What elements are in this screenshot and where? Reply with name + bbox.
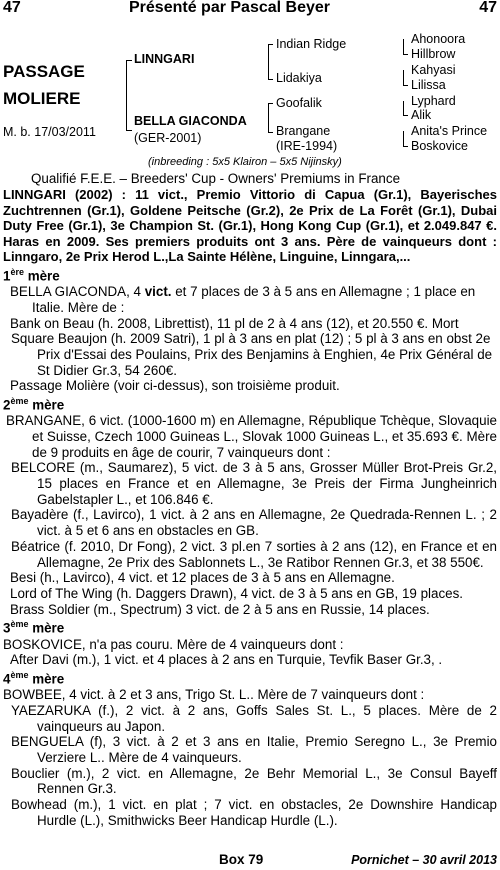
first-dam-text: BELLA GIACONDA, 4	[10, 284, 145, 300]
section-third-dam: 3ème mère	[3, 619, 65, 636]
pedigree-g3-5: Lyphard	[411, 94, 456, 108]
pedigree-bracket	[126, 130, 132, 131]
produce-bowhead: Bowhead (m.), 1 vict. en plat ; 7 vict. en obstacles, 2e Downshire Handicap Hurdle (L.), Smithwicks Beer Handicap Hurdle (L.).	[11, 797, 497, 828]
horse-info: M. b. 17/03/2011	[3, 125, 96, 139]
pedigree-bracket	[268, 44, 269, 79]
section-second-dam: 2ème mère	[3, 396, 65, 413]
pedigree-g3-8: Boskovice	[411, 139, 468, 153]
footer-venue-date: Pornichet – 30 avril 2013	[351, 853, 497, 867]
produce-lord-of-the-wing: Lord of The Wing (h. Daggers Drawn), 4 vict. de 3 à 5 ans en GB, 19 places.	[10, 585, 464, 601]
first-dam-intro: BELLA GIACONDA, 4 vict. et 7 places de 3 à 5 ans en Allemagne ; 1 place en Italie. Mère de :	[10, 284, 476, 315]
horse-name-line1: PASSAGE	[3, 62, 85, 81]
fourth-dam-intro: BOWBEE, 4 vict. à 2 et 3 ans, Trigo St. L.. Mère de 7 vainqueurs dont :	[3, 687, 425, 703]
pedigree-g3-7: Anita's Prince	[411, 124, 488, 138]
section-first-dam: 1ère mère	[3, 266, 60, 284]
produce-passage-moliere: Passage Molière (voir ci-dessus), son troisième produit.	[10, 378, 340, 394]
pedigree-bracket	[268, 132, 273, 133]
pedigree-bracket	[268, 79, 273, 80]
produce-square-beaujon: Square Beaujon (h. 2009 Satri), 1 pl à 3 ans en plat (12) ; 5 pl à 3 ans en obst 2e Prix d'Essai des Poulains, Prix des Benjamins à Enghien, 4e Prix Général de St Didier Gr.3, 54 260€.	[11, 331, 493, 378]
third-dam-intro: BOSKOVICE, n'a pas couru. Mère de 4 vainqueurs dont :	[3, 636, 344, 652]
section-fourth-dam: 4ème mère	[3, 669, 65, 687]
pedigree-g3-1: Ahonoora	[411, 32, 466, 46]
second-dam-intro: BRANGANE, 6 vict. (1000-1600 m) en Allemagne, République Tchèque, Slovaquie et Suisse, Czech 1000 Guineas L., Slovak 1000 Guineas L., et 35.693 €. Mère de 9 produits en âge de courir, 7 vainqueurs dont :	[6, 413, 497, 460]
horse-name-line2: MOLIERE	[3, 89, 81, 108]
produce-bayadere: Bayadère (f., Lavirco), 1 vict. à 2 ans en Allemagne, 2e Quedrada-Rennen L. ; 2 vict. à 5 et 6 ans en obstacles en GB.	[11, 507, 497, 539]
page-title: Présenté par Pascal Beyer	[129, 0, 331, 16]
pedigree-bracket	[403, 101, 404, 115]
pedigree-sire-dam: Lidakiya	[276, 71, 322, 85]
pedigree-dam-sire: Goofalik	[276, 96, 322, 110]
pedigree-bracket	[268, 103, 269, 132]
pedigree-bracket	[403, 54, 408, 55]
produce-bouclier: Bouclier (m.), 2 vict. en Allemagne, 2e Behr Memorial L., 3e Consul Bayeff Rennen Gr.3.	[11, 765, 497, 797]
pedigree-bracket	[268, 103, 273, 104]
produce-brass-soldier: Brass Soldier (m., Spectrum) 3 vict. de 2 à 5 ans en Russie, 14 places.	[10, 601, 430, 617]
pedigree-g3-3: Kahyasi	[411, 63, 456, 77]
document-body	[3, 187, 497, 828]
pedigree-dam-dam: Brangane	[276, 124, 331, 138]
pedigree-bracket	[126, 60, 132, 61]
pedigree-dam: BELLA GIACONDA	[134, 114, 247, 128]
inbreeding-note: (inbreeding : 5x5 Klairon – 5x5 Nijinsky)	[148, 156, 342, 168]
pedigree-sire-sire: Indian Ridge	[276, 37, 347, 51]
page-number-left: 47	[3, 0, 21, 16]
pedigree-bracket	[403, 70, 404, 85]
page-number-right: 47	[479, 0, 497, 16]
produce-benguela: BENGUELA (f), 3 vict. à 2 et 3 ans en Italie, Premio Seregno L., 3e Premio Verziere L.. Mère de 4 vainqueurs.	[11, 734, 497, 765]
footer-box: Box 79	[219, 852, 264, 867]
pedigree-bracket	[403, 39, 404, 54]
pedigree-g3-2: Hillbrow	[411, 47, 456, 61]
produce-besi: Besi (h., Lavirco), 4 vict. et 12 places de 3 à 5 ans en Allemagne.	[10, 570, 395, 586]
produce-belcore: BELCORE (m., Saumarez), 5 vict. de 3 à 5 ans, Grosser Müller Brot-Preis Gr.2, 15 places en France et en Allemagne, 3e Preis der Firma Jungheinrich Gabelstapler L., et 106.846 €.	[11, 460, 497, 507]
pedigree-sire: LINNGARI	[134, 52, 195, 66]
pedigree-bracket	[403, 85, 408, 86]
produce-yaezaruka: YAEZARUKA (f.), 2 vict. à 2 ans, Goffs Sales St. L., 5 places. Mère de 2 vainqueurs au Japon.	[11, 702, 497, 734]
pedigree-dam-origin: (GER-2001)	[134, 131, 202, 145]
qualifier-line: Qualifié F.E.E. – Breeders' Cup - Owners' Premiums in France	[31, 171, 401, 186]
pedigree-dam-dam-origin: (IRE-1994)	[276, 139, 338, 153]
produce-bank-on-beau: Bank on Beau (h. 2008, Librettist), 11 pl de 2 à 4 ans (12), et 20.550 €. Mort	[10, 315, 459, 331]
pedigree-g3-6: Alik	[411, 108, 432, 122]
first-dam-text: et 7 places de 3 à 5 ans en Allemagne ; 1 place en Italie. Mère de :	[32, 284, 476, 315]
sire-paragraph: LINNGARI (2002) : 11 vict., Premio Vittorio di Capua (Gr.1), Bayerisches Zuchtrennen (Gr.1), Goldene Peitsche (Gr.2), 2e Prix de La Forêt (Gr.1), Dubai Duty Free (Gr.1), 3e Champion St. (Gr.1), Hong Kong Cup (Gr.1), et 2.049.847 €. Haras en 2009. Ses premiers produits ont 3 ans. Père de vainqueurs dont : Linngaro, 2e Prix Herod L.,La Sainte Hélène, Linguine, Linngara,...	[3, 187, 497, 265]
pedigree-g3-4: Lilissa	[411, 78, 446, 92]
pedigree-bracket	[403, 131, 404, 146]
produce-after-davi: After Davi (m.), 1 vict. et 4 places à 2 ans en Turquie, Tevfik Baser Gr.3, .	[10, 652, 443, 668]
produce-beatrice: Béatrice (f. 2010, Dr Fong), 2 vict. 3 pl.en 7 sorties à 2 ans (12), en France et en Allemagne, 2e Prix des Sablonnets L., 3e Ratibor Rennen Gr.3, et 38 550€.	[11, 538, 497, 570]
pedigree-bracket	[268, 44, 273, 45]
pedigree-bracket	[126, 60, 127, 131]
pedigree-bracket	[403, 146, 408, 147]
pedigree-bracket	[403, 115, 408, 116]
